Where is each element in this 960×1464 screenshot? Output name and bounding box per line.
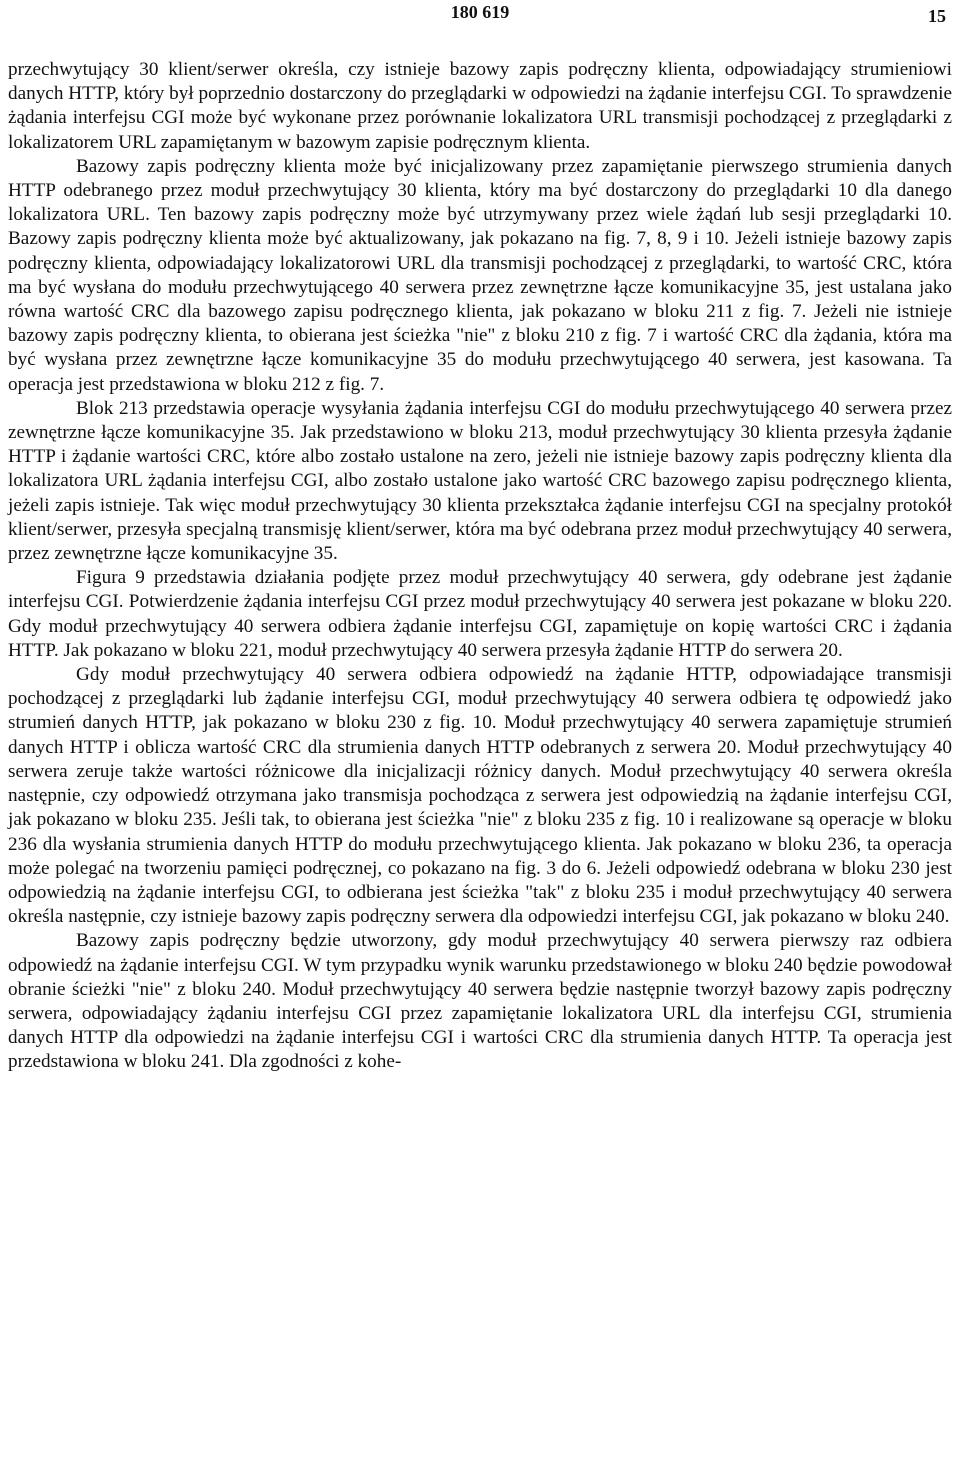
document-body — [8, 58, 952, 1075]
page-number: 15 — [928, 6, 946, 26]
document-number: 180 619 — [450, 2, 510, 22]
paragraph-2: Bazowy zapis podręczny klienta może być inicjalizowany przez zapamiętanie pierwszego strumienia danych HTTP odebranego przez moduł przechwytujący 30 klienta, który ma być dostarczony do przeglądarki 10 dla danego lokalizatora URL. Ten bazowy zapis podręczny może być utrzymywany przez wiele żądań lub sesji przeglądarki 10. Bazowy zapis podręczny klienta może być aktualizowany, jak pokazano na fig. 7, 8, 9 i 10. Jeżeli istnieje bazowy zapis podręczny klienta, odpowiadający lokalizatorowi URL dla transmisji pochodzącej z przeglądarki, to wartość CRC, która ma być wysłana do modułu przechwytującego 40 serwera przez zewnętrzne łącze komunikacyjne 35, jest ustalana jako równa wartość CRC dla bazowego zapisu podręcznego klienta, jak pokazano w bloku 211 z fig. 7. Jeżeli nie istnieje bazowy zapis podręczny klienta, to obierana jest ścieżka "nie" z bloku 210 z fig. 7 i wartość CRC dla żądania, która ma być wysłana przez zewnętrzne łącze komunikacyjne 35 do modułu przechwytującego 40 serwera, jest kasowana. Ta operacja jest przedstawiona w bloku 212 z fig. 7. — [8, 155, 952, 395]
paragraph-1: przechwytujący 30 klient/serwer określa, czy istnieje bazowy zapis podręczny klienta, odpowiadający strumieniowi danych HTTP, który był poprzednio dostarczony do przeglądarki w odpowiedzi na żądanie interfejsu CGI. To sprawdzenie żądania interfejsu CGI może być wykonane przez porównanie lokalizatora URL transmisji pochodzącej z przeglądarki z lokalizatorem URL zapamiętanym w bazowym zapisie podręcznym klienta. — [8, 59, 952, 153]
paragraph-3: Blok 213 przedstawia operacje wysyłania żądania interfejsu CGI do modułu przechwytującego 40 serwera przez zewnętrzne łącze komunikacyjne 35. Jak przedstawiono w bloku 213, moduł przechwytujący 30 klienta przesyła żądanie HTTP i żądanie wartości CRC, które albo zostało ustalone na zero, jeżeli nie istnieje bazowy zapis podręczny klienta dla lokalizatora URL żądania interfejsu CGI, albo zostało ustalone jako wartość CRC bazowego zapisu podręcznego klienta, jeżeli zapis istnieje. Tak więc moduł przechwytujący 30 klienta przekształca żądanie interfejsu CGI na specjalny protokół klient/serwer, przesyła specjalną transmisję klient/serwer, która ma być odebrana przez moduł przechwytujący 40 serwera, przez zewnętrzne łącze komunikacyjne 35. — [8, 397, 952, 565]
page-header — [8, 0, 952, 36]
paragraph-5: Gdy moduł przechwytujący 40 serwera odbiera odpowiedź na żądanie HTTP, odpowiadające transmisji pochodzącej z przeglądarki lub żądanie interfejsu CGI, moduł przechwytujący 40 serwera odbiera tę odpowiedź jako strumień danych HTTP, jak pokazano w bloku 230 z fig. 10. Moduł przechwytujący 40 serwera zapamiętuje strumień danych HTTP i oblicza wartość CRC dla strumienia danych HTTP odebranych z serwera 20. Moduł przechwytujący 40 serwera zeruje także wartości różnicowe dla inicjalizacji różnicy danych. Moduł przechwytujący 40 serwera określa następnie, czy odpowiedź otrzymana jako transmisja pochodząca z serwera jest odpowiedzią na żądanie interfejsu CGI, jak pokazano w bloku 235. Jeśli tak, to obierana jest ścieżka "nie" z bloku 235 z fig. 10 i realizowane są operacje w bloku 236 dla wysłania strumienia danych HTTP do modułu przechwytującego klienta. Jak pokazano w bloku 236, ta operacja może polegać na tworzeniu pamięci podręcznej, co pokazano na fig. 3 do 6. Jeżeli odpowiedź odebrana w bloku 230 jest odpowiedzią na żądanie interfejsu CGI, to odbierana jest ścieżka "tak" z bloku 235 i moduł przechwytujący 40 serwera określa następnie, czy istnieje bazowy zapis podręczny serwera dla odpowiedzi interfejsu CGI, jak pokazano w bloku 240. — [8, 664, 952, 928]
paragraph-4: Figura 9 przedstawia działania podjęte przez moduł przechwytujący 40 serwera, gdy odebrane jest żądanie interfejsu CGI. Potwierdzenie żądania interfejsu CGI przez moduł przechwytujący 40 serwera jest pokazane w bloku 220. Gdy moduł przechwytujący 40 serwera odbiera żądanie interfejsu CGI, zapamiętuje on kopię wartości CRC i żądania HTTP. Jak pokazano w bloku 221, moduł przechwytujący 40 serwera przesyła żądanie HTTP do serwera 20. — [8, 567, 952, 661]
paragraph-6: Bazowy zapis podręczny będzie utworzony, gdy moduł przechwytujący 40 serwera pierwszy raz odbiera odpowiedź na żądanie interfejsu CGI. W tym przypadku wynik warunku przedstawionego w bloku 240 będzie powodował obranie ścieżki "nie" z bloku 240. Moduł przechwytujący 40 serwera będzie następnie tworzył bazowy zapis podręczny serwera, odpowiadający żądaniu interfejsu CGI przez zapamiętanie lokalizatora URL dla interfejsu CGI, strumienia danych HTTP dla odpowiedzi na żądanie interfejsu CGI i wartości CRC dla strumienia danych HTTP. Ta operacja jest przedstawiona w bloku 241. Dla zgodności z kohe- — [8, 930, 952, 1073]
